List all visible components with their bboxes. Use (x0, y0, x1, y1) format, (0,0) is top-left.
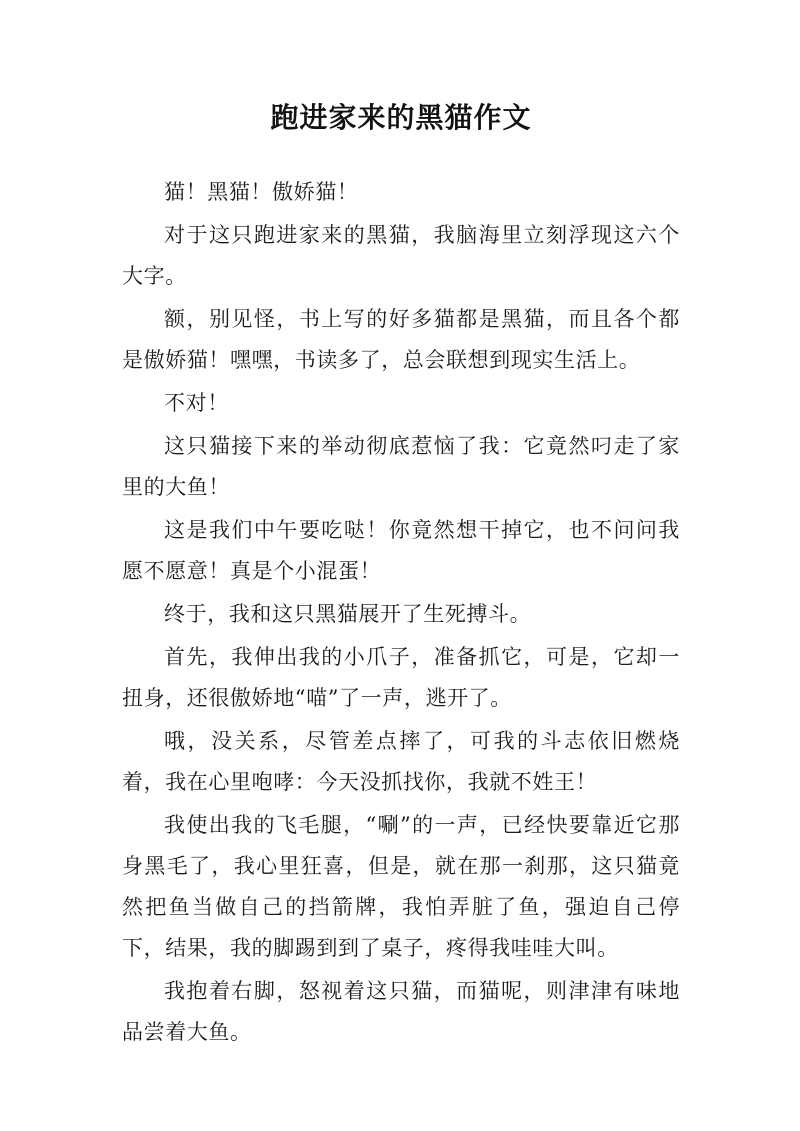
document-title: 跑进家来的黑猫作文 (270, 101, 532, 134)
document-body (122, 172, 680, 1053)
paragraph: 我抱着右脚，怒视着这只猫，而猫呢，则津津有味地品尝着大鱼。 (122, 979, 680, 1044)
paragraph: 对于这只跑进家来的黑猫，我脑海里立刻浮现这六个大字。 (122, 223, 680, 288)
paragraph: 哦，没关系，尽管差点摔了，可我的斗志依旧燃烧着，我在心里咆哮：今天没抓找你，我就不姓王！ (122, 729, 680, 794)
paragraph: 这只猫接下来的举动彻底惹恼了我：它竟然叼走了家里的大鱼！ (122, 434, 680, 499)
paragraph: 额，别见怪，书上写的好多猫都是黑猫，而且各个都是傲娇猫！嘿嘿，书读多了，总会联想到现实生活上。 (122, 307, 680, 372)
paragraph: 首先，我伸出我的小爪子，准备抓它，可是，它却一扭身，还很傲娇地“喵”了一声，逃开了。 (122, 645, 680, 710)
paragraph: 猫！黑猫！傲娇猫！ (164, 180, 359, 204)
paragraph: 我使出我的飞毛腿，“唰”的一声，已经快要靠近它那身黑毛了，我心里狂喜，但是，就在那一刹那，这只猫竟然把鱼当做自己的挡箭牌，我怕弄脏了鱼，强迫自己停下，结果，我的脚踢到到了桌子，疼得我哇哇大叫。 (122, 813, 680, 960)
paragraph: 这是我们中午要吃哒！你竟然想干掉它，也不问问我愿不愿意！真是个小混蛋！ (122, 518, 680, 583)
paragraph: 不对！ (164, 391, 229, 415)
paragraph: 终于，我和这只黑猫展开了生死搏斗。 (164, 602, 532, 626)
